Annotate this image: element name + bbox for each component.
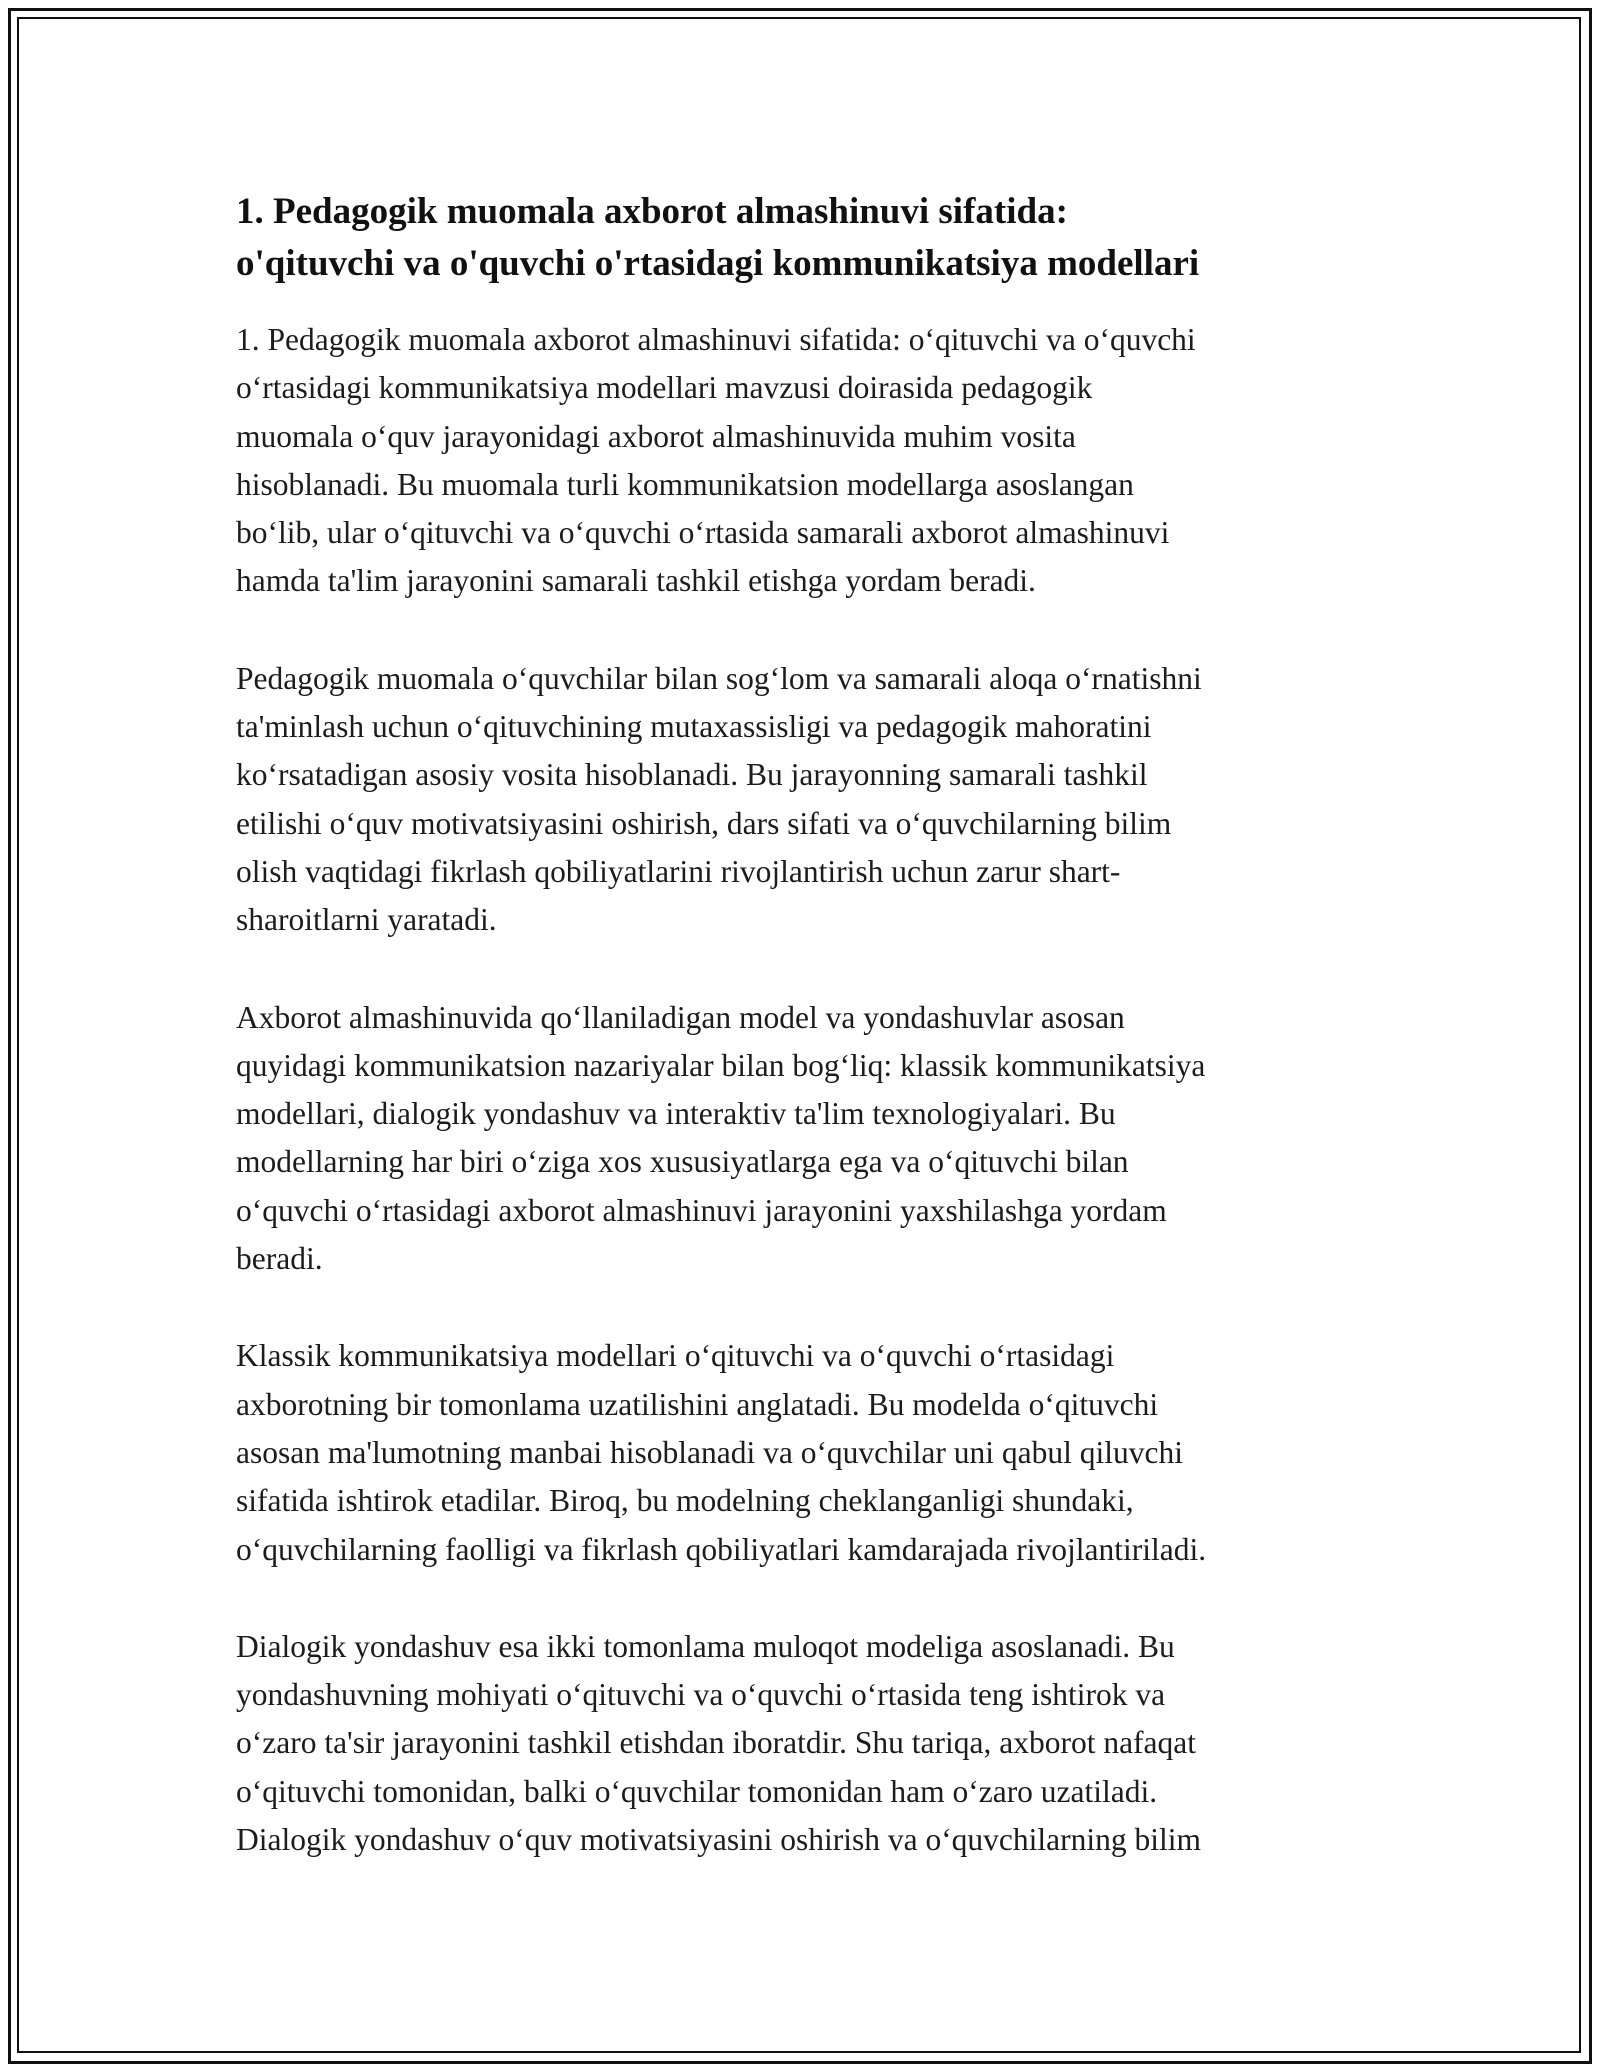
text-line: o‘quvchilarning faolligi va fikrlash qobiliyatlari kamdarajada rivojlantiriladi. bbox=[236, 1531, 1207, 1567]
text-line: Axborot almashinuvida qo‘llaniladigan model va yondashuvlar asosan bbox=[236, 999, 1125, 1035]
paragraph-1 bbox=[236, 316, 1376, 606]
text-line: hisoblanadi. Bu muomala turli kommunikatsion modellarga asoslangan bbox=[236, 466, 1134, 502]
text-line: beradi. bbox=[236, 1241, 323, 1277]
title-line: 1. Pedagogik muomala axborot almashinuvi sifatida: bbox=[236, 191, 1068, 232]
text-line: olish vaqtidagi fikrlash qobiliyatlarini rivojlantirish uchun zarur shart- bbox=[236, 853, 1121, 889]
text-line: Dialogik yondashuv o‘quv motivatsiyasini oshirish va o‘quvchilarning bilim bbox=[236, 1822, 1202, 1858]
text-line: quyidagi kommunikatsion nazariyalar bilan bog‘liq: klassik kommunikatsiya bbox=[236, 1047, 1206, 1083]
text-line: Klassik kommunikatsiya modellari o‘qituvchi va o‘quvchi o‘rtasidagi bbox=[236, 1338, 1115, 1374]
text-line: asosan ma'lumotning manbai hisoblanadi va o‘quvchilar uni qabul qiluvchi bbox=[236, 1434, 1183, 1470]
text-line: axborotning bir tomonlama uzatilishini anglatadi. Bu modelda o‘qituvchi bbox=[236, 1386, 1159, 1422]
text-line: Pedagogik muomala o‘quvchilar bilan sog‘lom va samarali aloqa o‘rnatishni bbox=[236, 660, 1202, 696]
text-line: o‘quvchi o‘rtasidagi axborot almashinuvi jarayonini yaxshilashga yordam bbox=[236, 1192, 1167, 1228]
text-line: sharoitlarni yaratadi. bbox=[236, 902, 497, 938]
text-line: o‘zaro ta'sir jarayonini tashkil etishdan iboratdir. Shu tariqa, axborot nafaqat bbox=[236, 1725, 1197, 1761]
text-line: ta'minlash uchun o‘qituvchining mutaxassisligi va pedagogik mahoratini bbox=[236, 709, 1152, 745]
text-line: o‘qituvchi tomonidan, balki o‘quvchilar tomonidan ham o‘zaro uzatiladi. bbox=[236, 1773, 1158, 1809]
text-line: yondashuvning mohiyati o‘qituvchi va o‘quvchi o‘rtasida teng ishtirok va bbox=[236, 1677, 1166, 1713]
text-line: hamda ta'lim jarayonini samarali tashkil etishga yordam beradi. bbox=[236, 563, 1036, 599]
paragraph-2 bbox=[236, 655, 1376, 945]
text-line: Dialogik yondashuv esa ikki tomonlama muloqot modeliga asoslanadi. Bu bbox=[236, 1628, 1175, 1664]
document-title bbox=[236, 186, 1376, 290]
title-line: o'qituvchi va o'quvchi o'rtasidagi kommunikatsiya modellari bbox=[236, 243, 1200, 284]
text-line: etilishi o‘quv motivatsiyasini oshirish, dars sifati va o‘quvchilarning bilim bbox=[236, 805, 1172, 841]
text-line: o‘rtasidagi kommunikatsiya modellari mavzusi doirasida pedagogik bbox=[236, 370, 1093, 406]
text-line: ko‘rsatadigan asosiy vosita hisoblanadi. Bu jarayonning samarali tashkil bbox=[236, 757, 1148, 793]
paragraph-3 bbox=[236, 994, 1376, 1284]
text-line: 1. Pedagogik muomala axborot almashinuvi sifatida: o‘qituvchi va o‘quvchi bbox=[236, 322, 1196, 357]
document-body bbox=[236, 186, 1376, 1913]
text-line: modellarning har biri o‘ziga xos xususiyatlarga ega va o‘qituvchi bilan bbox=[236, 1144, 1129, 1180]
paragraph-4 bbox=[236, 1332, 1376, 1573]
text-line: muomala o‘quv jarayonidagi axborot almashinuvida muhim vosita bbox=[236, 418, 1076, 454]
paragraph-5 bbox=[236, 1623, 1376, 1864]
text-line: modellari, dialogik yondashuv va interaktiv ta'lim texnologiyalari. Bu bbox=[236, 1096, 1116, 1132]
text-line: bo‘lib, ular o‘qituvchi va o‘quvchi o‘rtasida samarali axborot almashinuvi bbox=[236, 515, 1170, 551]
text-line: sifatida ishtirok etadilar. Biroq, bu modelning cheklanganligi shundaki, bbox=[236, 1483, 1134, 1519]
